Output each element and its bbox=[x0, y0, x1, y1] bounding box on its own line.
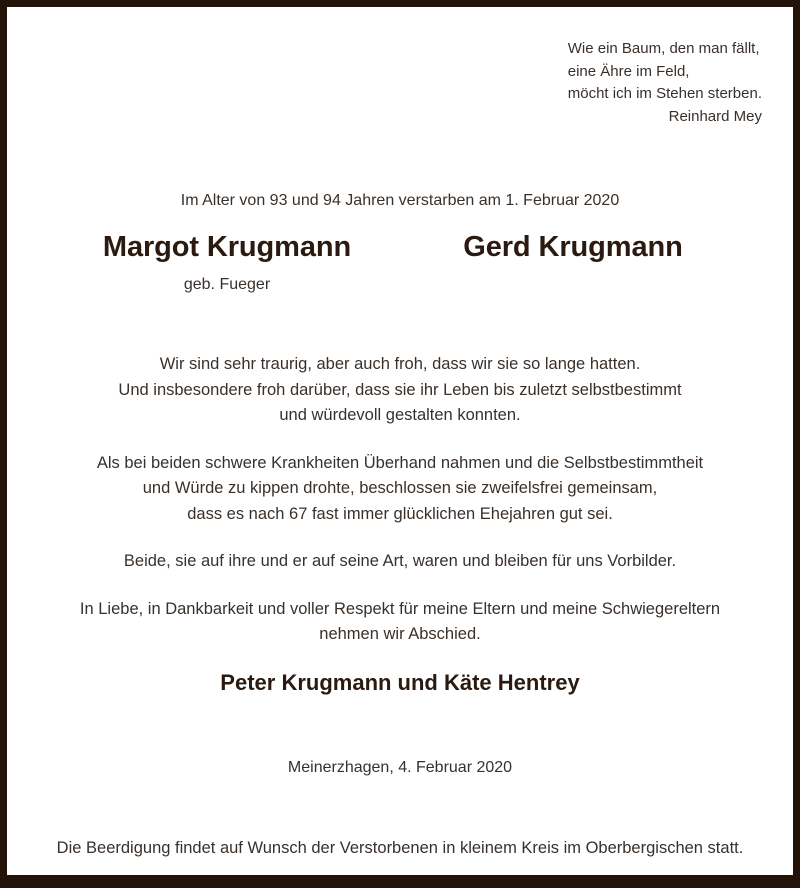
paragraph-3-line-1: Beide, sie auf ihre und er auf seine Art, waren und bleiben für uns Vorbilder. bbox=[123, 552, 677, 570]
quote-line-2: eine Ähre im Feld, bbox=[567, 62, 690, 80]
deceased-person-1 bbox=[72, 229, 382, 296]
paragraph-4 bbox=[29, 597, 771, 648]
age-and-death-line: Im Alter von 93 und 94 Jahren verstarben am 1. Februar 2020 bbox=[180, 192, 620, 209]
deceased-maiden-name-1: geb. Fueger bbox=[183, 276, 271, 293]
notice-inner bbox=[7, 7, 793, 875]
paragraph-4-line-2: nehmen wir Abschied. bbox=[319, 625, 481, 643]
place-and-date: Meinerzhagen, 4. Februar 2020 bbox=[287, 759, 513, 776]
paragraph-2-line-2: und Würde zu kippen drohte, beschlossen sie zweifelsfrei gemeinsam, bbox=[142, 479, 658, 497]
quote-attribution: Reinhard Mey bbox=[668, 107, 762, 125]
paragraph-2 bbox=[29, 451, 771, 528]
survivors-signature: Peter Krugmann und Käte Hentrey bbox=[220, 670, 580, 695]
deceased-name-2: Gerd Krugmann bbox=[463, 231, 683, 263]
paragraph-1 bbox=[29, 352, 771, 429]
paragraph-4-line-1: In Liebe, in Dankbarkeit und voller Respekt für meine Eltern und meine Schwiegereltern bbox=[79, 599, 721, 618]
obituary-body bbox=[29, 352, 771, 648]
deceased-name-1: Margot Krugmann bbox=[102, 231, 352, 263]
paragraph-1-line-2: Und insbesondere froh darüber, dass sie ihr Leben bis zuletzt selbstbestimmt bbox=[118, 380, 682, 399]
paragraph-3 bbox=[29, 549, 771, 575]
paragraph-2-line-3: dass es nach 67 fast immer glücklichen Ehejahren gut sei. bbox=[187, 504, 613, 523]
paragraph-1-line-1: Wir sind sehr traurig, aber auch froh, dass wir sie so lange hatten. bbox=[159, 355, 641, 373]
paragraph-1-line-3: und würdevoll gestalten konnten. bbox=[279, 406, 521, 424]
deceased-names-row bbox=[7, 229, 793, 296]
quote-lines bbox=[568, 38, 762, 106]
deceased-person-2 bbox=[418, 229, 728, 265]
quote-line-3: möcht ich im Stehen sterben. bbox=[567, 85, 762, 102]
memorial-quote bbox=[342, 38, 762, 128]
funeral-note: Die Beerdigung findet auf Wunsch der Verstorbenen in kleinem Kreis im Oberbergischen statt. bbox=[56, 839, 744, 857]
paragraph-2-line-1: Als bei beiden schwere Krankheiten Überhand nahmen und die Selbstbestimmtheit bbox=[96, 453, 704, 472]
quote-line-1: Wie ein Baum, den man fällt, bbox=[567, 40, 760, 57]
